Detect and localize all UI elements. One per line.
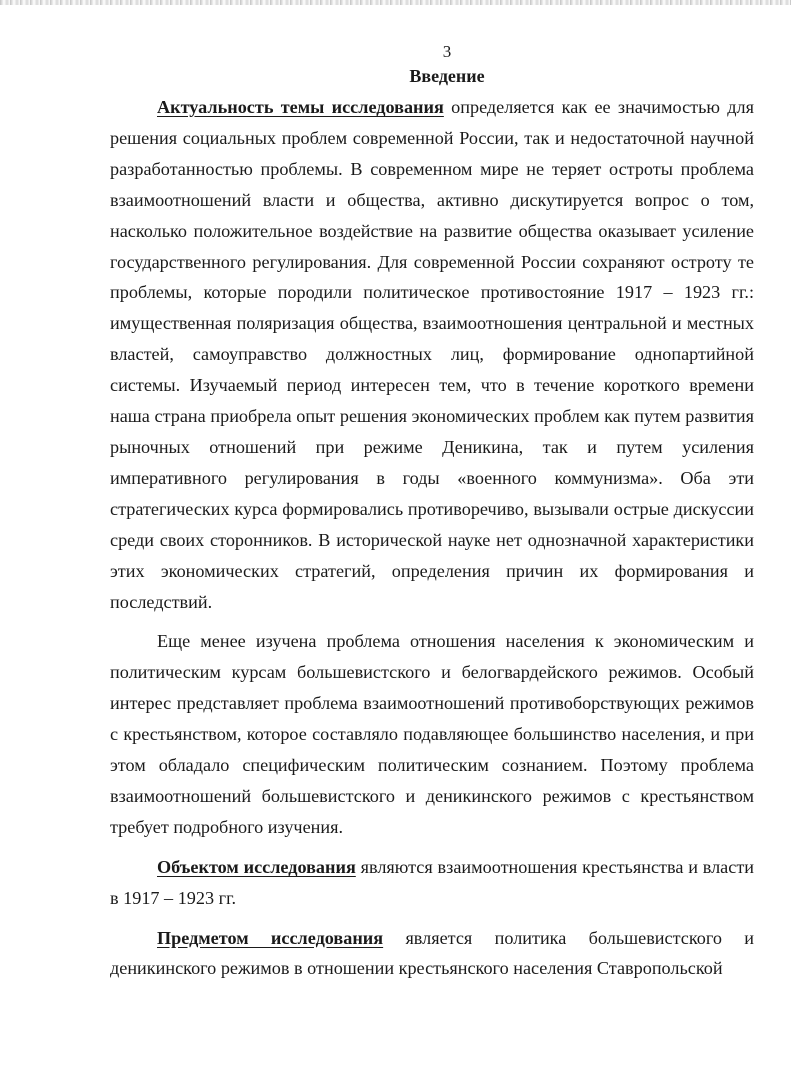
section-title: Введение: [409, 66, 485, 86]
term-research-subject: Предметом исследования: [157, 927, 384, 948]
term-research-object: Объектом исследования: [157, 856, 356, 877]
paragraph-population-attitude-text: Еще менее изучена проблема отношения населения к экономическим и политическим курсам большевистского и белогвардейского режимов. Особый интерес представляет проблема взаимоотношений противоборствующих режимов с крестьянством, которое составляло подавляющее большинство населения, и при этом обладало специфическим политическим сознанием. Поэтому проблема взаимоотношений большевистского и деникинского режимов с крестьянством требует подробного изучения.: [110, 631, 754, 837]
paragraph-relevance: [110, 92, 754, 617]
paragraph-research-object: [110, 852, 754, 914]
paragraph-research-subject: [110, 923, 754, 985]
paragraph-relevance-text: определяется как ее значимостью для решения социальных проблем современной России, так и недостаточной научной разработанностью проблемы. В современном мире не теряет остроты проблема взаимоотношений власти и общества, активно дискутируется вопрос о том, насколько положительное воздействие на развитие общества оказывает усиление государственного регулирования. Для современной России сохраняют остроту те проблемы, которые породили политическое противостояние 1917 – 1923 гг.: имущественная поляризация общества, взаимоотношения центральной и местных властей, самоуправство должностных лиц, формирование однопартийной системы. Изучаемый период интересен тем, что в течение короткого времени наша страна приобрела опыт решения экономических проблем как путем развития рыночных отношений при режиме Деникина, так и путем усиления императивного регулирования в годы «военного коммунизма». Оба эти стратегических курса формировались противоречиво, вызывали острые дискуссии среди своих сторонников. В исторической науке нет однозначной характеристики этих экономических стратегий, определения причин их формирования и последствий.: [110, 97, 754, 612]
paragraph-research-object-text: являются взаимоотношения крестьянства и власти в 1917 – 1923 гг.: [110, 856, 754, 908]
paragraph-population-attitude: [110, 626, 754, 842]
scan-noise-top: [0, 0, 791, 5]
page-number: 3: [442, 42, 452, 61]
term-relevance: Актуальность темы исследования: [157, 97, 444, 117]
document-page: [110, 40, 754, 984]
paragraph-research-subject-text: является политика большевистского и деникинского режимов в отношении крестьянского населения Ставропольской: [110, 927, 754, 979]
